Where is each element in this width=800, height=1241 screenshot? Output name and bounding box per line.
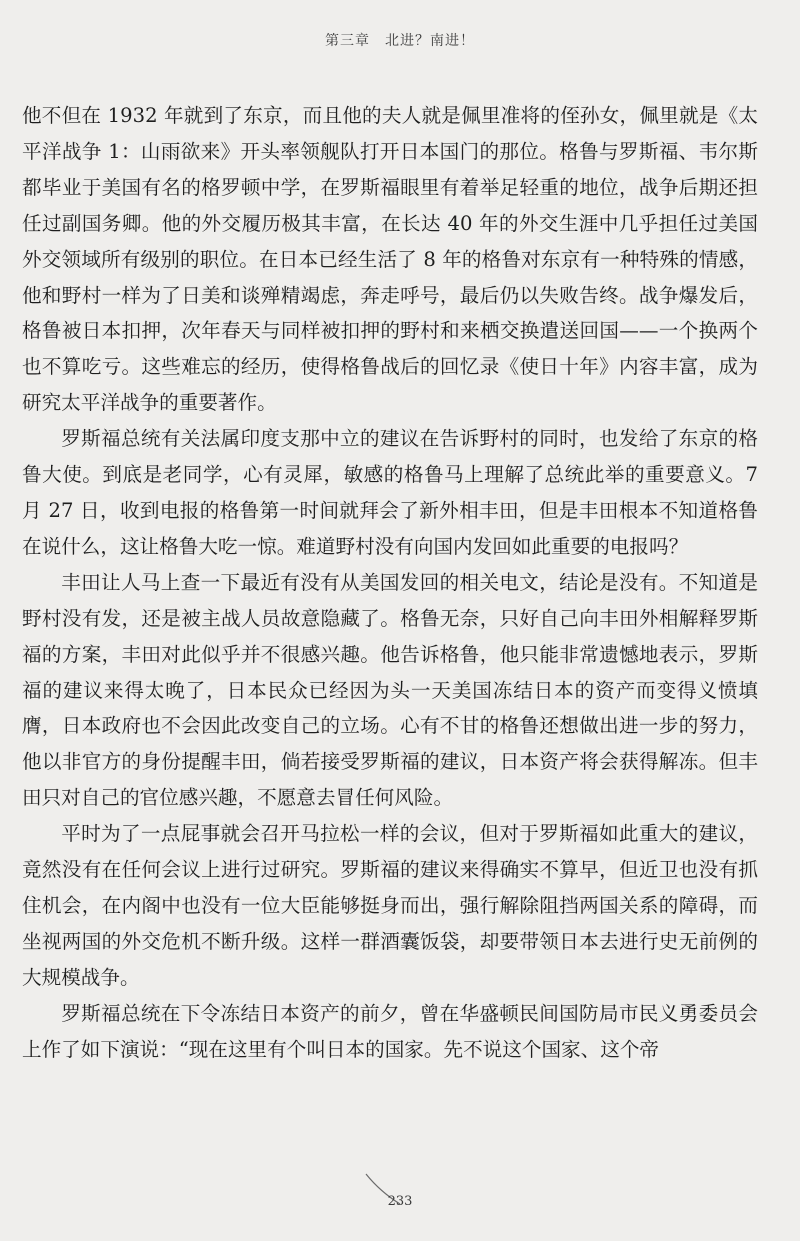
- page-number: 233: [387, 1194, 413, 1209]
- body-text: [22, 98, 758, 1067]
- paragraph: 丰田让人马上查一下最近有没有从美国发回的相关电文，结论是没有。不知道是野村没有发，还是被主战人员故意隐藏了。格鲁无奈，只好自己向丰田外相解释罗斯福的方案，丰田对此似乎并不很感兴趣。他告诉格鲁，他只能非常遗憾地表示，罗斯福的建议来得太晚了，日本民众已经因为头一天美国冻结日本的资产而变得义愤填膺，日本政府也不会因此改变自己的立场。心有不甘的格鲁还想做出进一步的努力，他以非官方的身份提醒丰田，倘若接受罗斯福的建议，日本资产将会获得解冻。但丰田只对自己的官位感兴趣，不愿意去冒任何风险。: [22, 570, 758, 810]
- paragraph: 罗斯福总统在下令冻结日本资产的前夕，曾在华盛顿民间国防局市民义勇委员会上作了如下演说：“现在这里有个叫日本的国家。先不说这个国家、这个帝: [22, 1001, 758, 1061]
- paragraph: 平时为了一点屁事就会召开马拉松一样的会议，但对于罗斯福如此重大的建议，竟然没有在任何会议上进行过研究。罗斯福的建议来得确实不算早，但近卫也没有抓住机会，在内阁中也没有一位大臣能够挺身而出，强行解除阻挡两国关系的障碍，而坐视两国的外交危机不断升级。这样一群酒囊饭袋，却要带领日本去进行史无前例的大规模战争。: [22, 822, 758, 989]
- running-header-title: 第三章 北进？南进！: [325, 33, 475, 49]
- paragraph: 罗斯福总统有关法属印度支那中立的建议在告诉野村的同时，也发给了东京的格鲁大使。到底是老同学，心有灵犀，敏感的格鲁马上理解了总统此举的重要意义。7 月 27 日，收到电报的格鲁第一时间就拜会了新外相丰田，但是丰田根本不知道格鲁在说什么，这让格鲁大吃一惊。难道野村没有向国内发回如此重要的电报吗？: [22, 427, 758, 558]
- paragraph-continued: 他不但在 1932 年就到了东京，而且他的夫人就是佩里准将的侄孙女，佩里就是《太平洋战争 1：山雨欲来》开头率领舰队打开日本国门的那位。格鲁与罗斯福、韦尔斯都毕业于美国有名的格罗顿中学，在罗斯福眼里有着举足轻重的地位，战争后期还担任过副国务卿。他的外交履历极其丰富，在长达 40 年的外交生涯中几乎担任过美国外交领域所有级别的职位。在日本已经生活了 8 年的格鲁对东京有一种特殊的情感，他和野村一样为了日美和谈殚精竭虑，奔走呼号，最后仍以失败告终。战争爆发后，格鲁被日本扣押，次年春天与同样被扣押的野村和来栖交换遣送回国——一个换两个也不算吃亏。这些难忘的经历，使得格鲁战后的回忆录《使日十年》内容丰富，成为研究太平洋战争的重要著作。: [22, 104, 758, 415]
